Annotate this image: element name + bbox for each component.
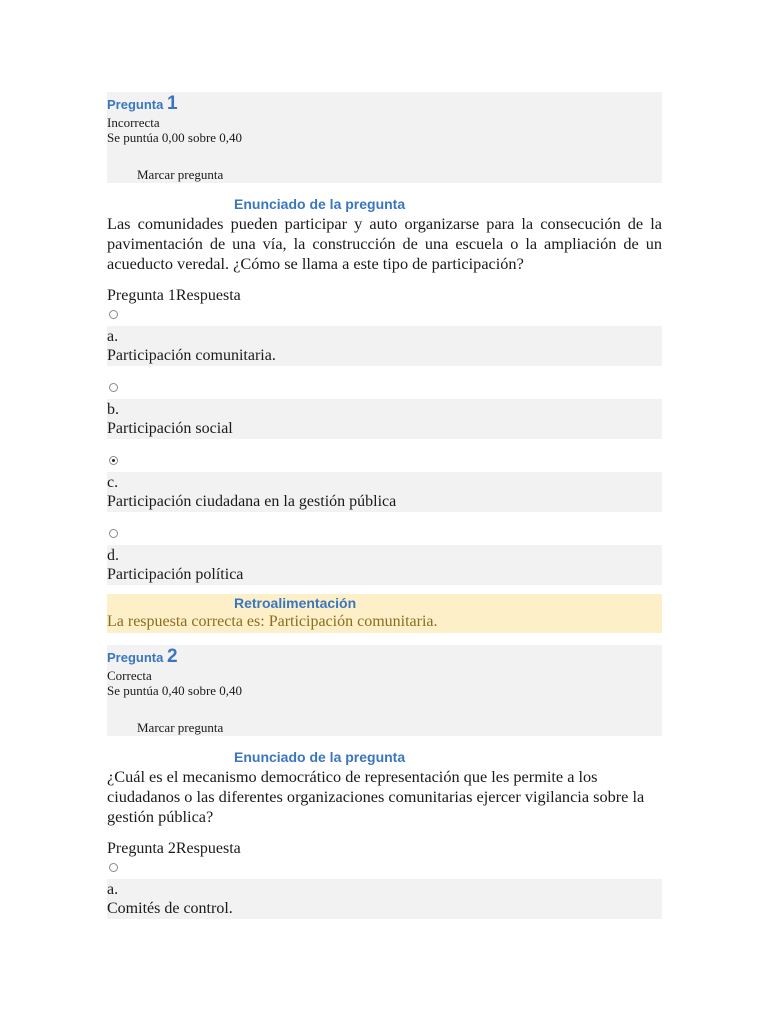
question-grade: Se puntúa 0,00 sobre 0,40	[107, 130, 243, 145]
option-text: Comités de control.	[107, 900, 233, 917]
flag-question-link[interactable]: Marcar pregunta	[137, 167, 224, 182]
spacer	[107, 366, 662, 379]
option-body[interactable]	[107, 879, 662, 919]
feedback-heading: Retroalimentación	[234, 595, 357, 611]
option-c-radio-selected[interactable]	[109, 456, 118, 465]
question-label: Pregunta	[107, 650, 164, 665]
option-a[interactable]	[107, 306, 662, 366]
spacer	[107, 439, 662, 452]
option-c[interactable]	[107, 452, 662, 512]
option-radio-row	[107, 525, 662, 545]
question-2-title	[107, 647, 662, 668]
answer-label: Pregunta 2Respuesta	[107, 840, 241, 857]
question-state: Incorrecta	[107, 115, 160, 130]
option-a-radio[interactable]	[109, 863, 118, 872]
option-letter: d.	[107, 547, 119, 564]
question-text: ¿Cuál es el mecanismo democrático de representación que les permite a los ciudadanos o las diferentes organizaciones comunitarias ejercer vigilancia sobre la gestión pública?	[107, 767, 645, 826]
option-d[interactable]	[107, 525, 662, 585]
option-letter: a.	[107, 881, 119, 898]
question-1-info	[107, 92, 662, 183]
option-text: Participación ciudadana en la gestión pública	[107, 493, 397, 510]
option-body[interactable]	[107, 326, 662, 366]
option-b[interactable]	[107, 379, 662, 439]
option-letter: a.	[107, 328, 119, 345]
option-radio-row	[107, 452, 662, 472]
flag-question-link[interactable]: Marcar pregunta	[137, 720, 224, 735]
option-radio-row	[107, 859, 662, 879]
answer-label: Pregunta 1Respuesta	[107, 287, 241, 304]
option-radio-row	[107, 306, 662, 326]
feedback-text: La respuesta correcta es: Participación comunitaria.	[107, 613, 438, 630]
option-letter: c.	[107, 474, 119, 491]
quiz-review-page	[107, 92, 662, 919]
question-grade: Se puntúa 0,40 sobre 0,40	[107, 683, 243, 698]
question-state: Correcta	[107, 668, 152, 683]
question-text-heading: Enunciado de la pregunta	[234, 196, 406, 212]
question-text-heading: Enunciado de la pregunta	[234, 749, 406, 765]
option-d-radio[interactable]	[109, 529, 118, 538]
option-body[interactable]	[107, 545, 662, 585]
feedback-box	[107, 594, 662, 633]
question-1-title	[107, 94, 662, 115]
option-b-radio[interactable]	[109, 383, 118, 392]
option-radio-row	[107, 379, 662, 399]
question-number: 1	[166, 93, 178, 114]
option-a[interactable]	[107, 859, 662, 919]
option-a-radio[interactable]	[109, 310, 118, 319]
option-body[interactable]	[107, 472, 662, 512]
spacer	[107, 512, 662, 525]
question-number: 2	[166, 646, 178, 667]
option-letter: b.	[107, 401, 119, 418]
question-2-info	[107, 645, 662, 736]
option-text: Participación comunitaria.	[107, 347, 276, 364]
option-text: Participación social	[107, 420, 233, 437]
option-text: Participación política	[107, 566, 244, 583]
option-body[interactable]	[107, 399, 662, 439]
question-label: Pregunta	[107, 97, 164, 112]
question-text: Las comunidades pueden participar y auto organizarse para la consecución de la pavimentación de una vía, la construcción de una escuela o la ampliación de un acueducto veredal. ¿Cómo se llama a este tipo de participación?	[107, 214, 662, 273]
